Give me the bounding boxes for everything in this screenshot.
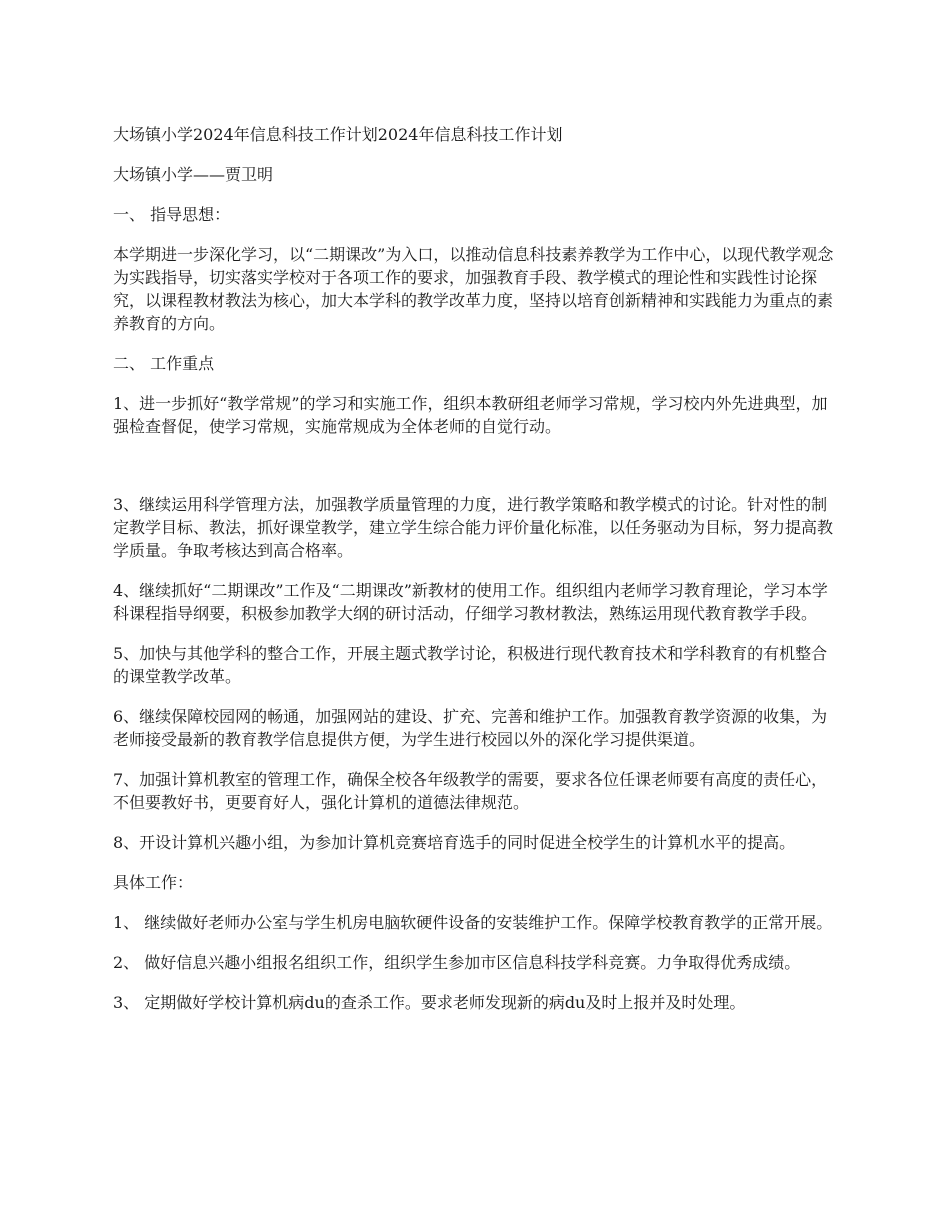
specific-work-item: 1、 继续做好老师办公室与学生机房电脑软硬件设备的安装维护工作。保障学校教育教学的正常开展。	[113, 913, 833, 932]
specific-work-heading: 具体工作：	[113, 873, 194, 892]
work-point: 3、继续运用科学管理方法，加强教学质量管理的力度，进行教学策略和教学模式的讨论。针对性的制定教学目标、教法，抓好课堂教学，建立学生综合能力评价量化标准，以任务驱动为目标，努力提高教学质量。争取考核达到高合格率。	[113, 495, 834, 560]
specific-work-item: 3、 定期做好学校计算机病du的查杀工作。要求老师发现新的病du及时上报并及时处理。	[113, 993, 746, 1012]
document-title: 大场镇小学2024年信息科技工作计划2024年信息科技工作计划	[113, 125, 563, 144]
specific-work-item: 2、 做好信息兴趣小组报名组织工作，组织学生参加市区信息科技学科竞赛。力争取得优秀成绩。	[113, 953, 801, 972]
work-point: 1、进一步抓好“教学常规”的学习和实施工作，组织本教研组老师学习常规，学习校内外先进典型，加强检查督促，使学习常规，实施常规成为全体老师的自觉行动。	[113, 394, 828, 436]
section-heading-guiding-ideology: 一、 指导思想：	[113, 205, 231, 224]
work-point: 8、开设计算机兴趣小组，为参加计算机竞赛培育选手的同时促进全校学生的计算机水平的提高。	[113, 833, 796, 852]
work-point: 6、继续保障校园网的畅通，加强网站的建设、扩充、完善和维护工作。加强教育教学资源的收集，为老师接受最新的教育教学信息提供方便，为学生进行校园以外的深化学习提供渠道。	[113, 707, 828, 749]
section-body-guiding-ideology: 本学期进一步深化学习，以“二期课改”为入口，以推动信息科技素养教学为工作中心，以现代教学观念为实践指导，切实落实学校对于各项工作的要求，加强教育手段、教学模式的理论性和实践性讨论探究，以课程教材教法为核心，加大本学科的教学改革力度，坚持以培育创新精神和实践能力为重点的素养教育的方向。	[113, 245, 834, 333]
blank-gap	[113, 455, 842, 493]
work-point: 5、加快与其他学科的整合工作，开展主题式教学讨论，积极进行现代教育技术和学科教育的有机整合的课堂教学改革。	[113, 644, 828, 686]
work-point: 4、继续抓好“二期课改”工作及“二期课改”新教材的使用工作。组织组内老师学习教育理论，学习本学科课程指导纲要，积极参加教学大纲的研讨活动，仔细学习教材教法，熟练运用现代教育教学手段。	[113, 581, 828, 623]
work-point: 7、加强计算机教室的管理工作，确保全校各年级教学的需要，要求各位任课老师要有高度的责任心，不但要教好书，更要育好人，强化计算机的道德法律规范。	[113, 770, 828, 812]
author-line: 大场镇小学——贾卫明	[113, 165, 274, 184]
section-heading-work-focus: 二、 工作重点	[113, 354, 215, 373]
